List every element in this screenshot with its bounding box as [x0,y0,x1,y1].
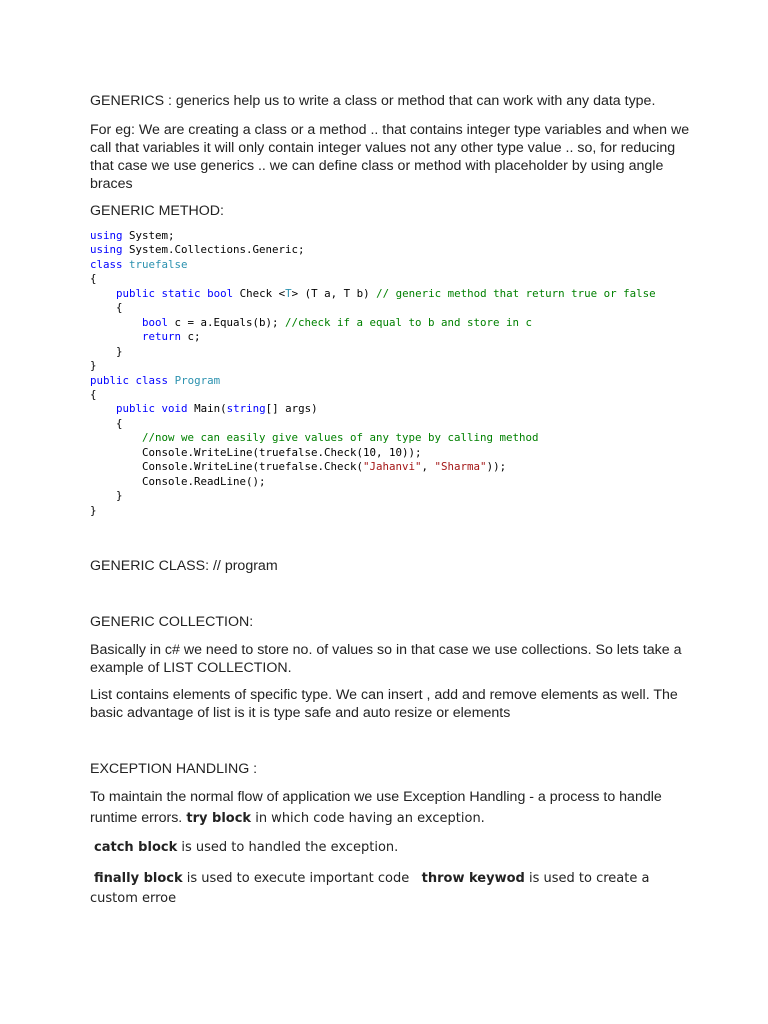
code-token: { [90,301,123,315]
code-line [90,258,656,272]
code-keyword: class [135,373,169,387]
code-token: > (T a, T b) [291,286,377,300]
code-line [90,489,656,503]
code-line [90,243,656,257]
code-keyword: class [90,257,123,271]
code-keyword: using [90,229,123,242]
code-line [90,417,656,431]
code-token [90,402,116,415]
code-keyword: public [116,402,156,416]
finally-block-term: finally block [94,871,183,886]
code-keyword: public [90,373,130,387]
code-token: } [90,489,123,503]
code-token: System.Collections.Generic; [122,243,305,257]
code-line [90,504,656,518]
code-type: T [285,286,292,300]
code-line [90,446,656,460]
code-token: Console.ReadLine(); [90,474,266,488]
code-token: } [90,503,97,517]
code-string: "Sharma" [434,460,487,474]
code-line [90,388,656,402]
code-type: Program [174,373,221,387]
catch-block-description: is used to handled the exception. [181,840,399,855]
code-token: { [90,272,97,286]
finally-throw-paragraph [90,869,690,909]
code-line [90,431,656,445]
code-line [90,402,656,416]
code-keyword: return [142,330,182,344]
finally-block-description: is used to execute important code [186,871,410,886]
code-token [90,431,142,444]
code-keyword: using [90,243,123,257]
code-line [90,475,656,489]
code-string: "Jahanvi" [363,460,422,474]
code-line [90,287,656,301]
generic-class-heading: GENERIC CLASS: // program [90,558,278,574]
code-token [90,330,142,343]
catch-block-term: catch block [94,840,178,855]
code-keyword: public [116,286,156,300]
code-token: } [90,359,97,373]
code-token: , [421,460,435,474]
code-line [90,272,656,286]
code-token: c; [181,330,201,344]
code-line [90,330,656,344]
code-line [90,316,656,330]
code-keyword: bool [207,286,234,300]
code-line [90,359,656,373]
try-block-description: in which code having an exception. [255,811,485,826]
code-token: } [90,344,123,358]
code-keyword: void [161,402,188,416]
code-token [90,316,142,329]
collection-paragraph: Basically in c# we need to store no. of values so in that case we use collections. So lets take a example of LIST COLLECTION. [90,642,682,676]
generic-collection-heading: GENERIC COLLECTION: [90,614,254,630]
code-token: Console.WriteLine(truefalse.Check( [90,460,364,474]
code-token: { [90,387,97,401]
exception-intro-text: To maintain the normal flow of application we use Exception Handling - a process to handle runtime errors. [90,789,662,826]
code-keyword: string [226,402,266,416]
try-block-term: try block [186,811,252,826]
code-token: )); [486,460,507,474]
code-token [90,287,116,300]
code-line [90,460,656,474]
code-block [90,229,656,518]
code-token: c = a.Equals(b); [168,315,286,329]
code-comment: //now we can easily give values of any type by calling method [142,431,539,445]
generic-method-heading: GENERIC METHOD: [90,203,224,219]
throw-keyword-description: is used to create a custom erroe [90,871,650,906]
generics-example-paragraph: For eg: We are creating a class or a method .. that contains integer type variables and when we call that variables it will only contain integer values not any other type value .. so, for reducing that case we use generics .. we can define class or method with placeholder by using angle braces [90,122,690,192]
code-token: System; [122,229,175,242]
code-line [90,301,656,315]
generics-intro: GENERICS : generics help us to write a class or method that can work with any data type. [90,93,656,109]
throw-keyword-term: throw keywod [421,871,525,886]
code-token: Console.WriteLine(truefalse.Check(10, 10)); [90,445,422,459]
list-paragraph: List contains elements of specific type. We can insert , add and remove elements as well. The basic advantage of list is it is type safe and auto resize or elements [90,687,678,721]
code-token: { [90,416,123,430]
code-comment: //check if a equal to b and store in c [285,315,533,329]
code-line [90,229,656,243]
exception-intro-paragraph [90,787,690,829]
code-type: truefalse [129,257,188,271]
code-token: Check < [233,286,286,300]
code-keyword: static [161,286,201,300]
code-token: Main( [187,402,227,416]
code-line [90,374,656,388]
code-comment: // generic method that return true or false [376,286,656,300]
exception-handling-heading: EXCEPTION HANDLING : [90,761,258,777]
catch-block-paragraph [94,838,694,858]
code-line [90,345,656,359]
code-token: [] args) [265,402,318,416]
code-keyword: bool [142,315,169,329]
